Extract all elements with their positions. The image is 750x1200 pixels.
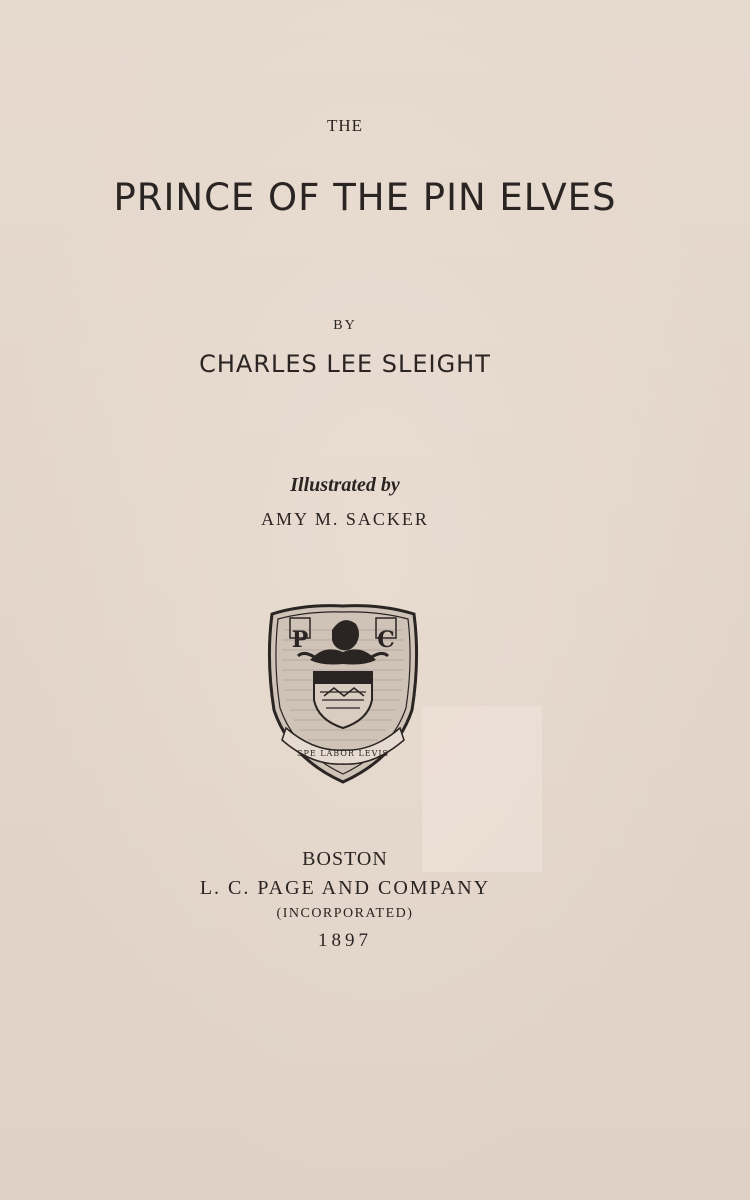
title-article: THE xyxy=(326,116,364,135)
author-name: CHARLES LEE SLEIGHT xyxy=(199,350,491,378)
publisher-name: L. C. PAGE AND COMPANY xyxy=(199,877,491,899)
illustrator-name: AMY M. SACKER xyxy=(261,509,429,529)
book-title: PRINCE OF THE PIN ELVES xyxy=(113,176,617,219)
incorporated-note: (INCORPORATED) xyxy=(276,906,414,921)
seal-letter-right: C xyxy=(377,627,395,653)
publication-year: 1897 xyxy=(318,930,372,951)
seal-letter-left: P xyxy=(291,627,309,653)
by-label: BY xyxy=(333,318,357,333)
illustrated-by-label: Illustrated by xyxy=(290,474,400,496)
seal-motto: SPE LABOR LEVIS xyxy=(296,749,390,758)
publisher-city: BOSTON xyxy=(302,848,388,870)
publisher-seal-icon xyxy=(264,600,422,786)
